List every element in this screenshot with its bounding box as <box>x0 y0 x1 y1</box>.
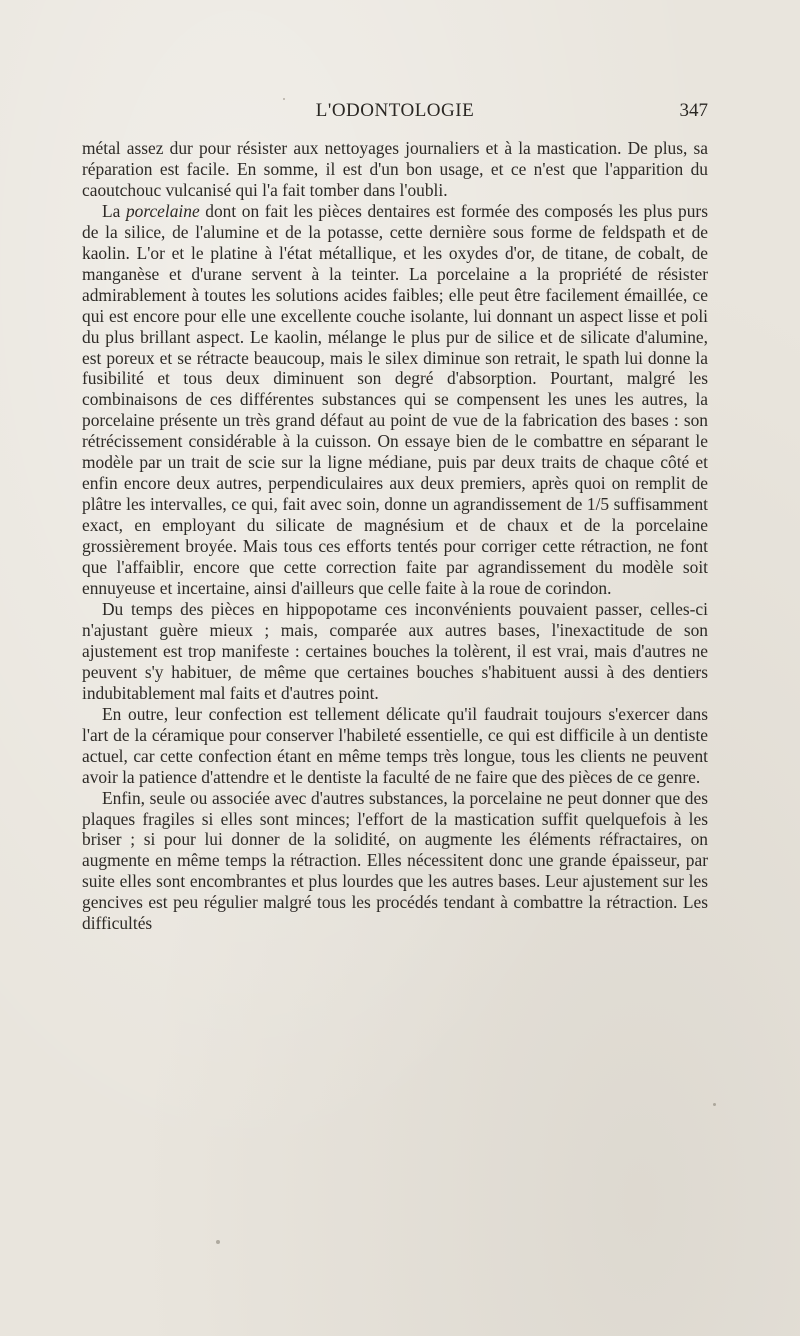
running-head <box>82 100 708 134</box>
page-number: 347 <box>679 100 708 121</box>
italic-term-porcelaine: porcelaine <box>125 200 200 221</box>
body-text <box>82 138 708 934</box>
paragraph-5 <box>82 788 708 935</box>
paragraph-5-text: Enfin, seule ou associée avec d'autres substances, la porcelaine ne peut donner que des plaques fragiles si elles sont minces; l'effort de la mastication suffit quelquefois à les briser ; si pour lui donner de la solidité, on augmente les éléments réfractaires, on augmente en même temps la rétraction. Elles nécessitent donc une grande épaisseur, par suite elles sont encombrantes et plus lourdes que les autres bases. Leur ajustement sur les gencives est peu régulier malgré tous les procédés tendant à combattre la rétraction. Les difficultés <box>82 787 708 934</box>
paragraph-3-text: Du temps des pièces en hippopotame ces inconvénients pouvaient passer, celles-ci n'ajustant guère mieux ; mais, comparée aux autres bases, l'inexactitude de son ajustement est trop manifeste : certaines bouches la tolèrent, il est vrai, mais d'autres ne peuvent s'y habituer, de même que certaines bouches s'habituent aussi à des dentiers indubitablement mal faits et d'autres point. <box>82 598 708 703</box>
paragraph-4-text: En outre, leur confection est tellement délicate qu'il faudrait toujours s'exercer dans l'art de la céramique pour conserver l'habileté essentielle, ce qui est difficile à un dentiste actuel, car cette confection étant en même temps très longue, tous les clients ne peuvent avoir la patience d'attendre et le dentiste la faculté de ne faire que des pièces de ce genre. <box>82 703 708 787</box>
paper-speck <box>283 98 285 100</box>
book-page <box>82 100 708 934</box>
paper-speck <box>216 1240 220 1244</box>
running-title: L'ODONTOLOGIE <box>315 100 475 121</box>
paragraph-2-text-rest: dont on fait les pièces dentaires est formée des composés les plus purs de la silice, de l'alumine et de la potasse, cette dernière sous forme de feldspath et de kaolin. L'or et le platine à l'état métallique, et les oxydes d'or, de titane, de cobalt, de manganèse et d'urane servent à la teinter. La porcelaine a la propriété de résister admirablement à toutes les solutions acides faibles; elle peut être facilement émaillée, ce qui est encore pour elle une excellente couche isolante, lui donnant un aspect lisse et poli du plus brillant aspect. Le kaolin, mélange le plus pur de silice et de silicate d'alumine, est poreux et se rétracte beaucoup, mais le silex diminue son retrait, le spath lui donne la fusibilité et tous deux diminuent son degré d'absorption. Pourtant, malgré les combinaisons de ces différentes substances qui se compensent les unes les autres, la porcelaine présente un très grand défaut au point de vue de la fabrication des bases : son rétrécissement considérable à la cuisson. On essaye bien de le combattre en séparant le modèle par un trait de scie sur la ligne médiane, puis par deux traits de chaque côté et enfin encore deux autres, perpendiculaires aux deux premiers, après quoi on remplit de plâtre les intervalles, ce qui, fait avec soin, donne un agrandissement de 1/5 suffisamment exact, en employant du silicate de magnésium et de chaux et de la porcelaine grossièrement broyée. Mais tous ces efforts tentés pour corriger cette rétraction, ne font que l'affaiblir, encore que cette correction faite par agrandissement du modèle soit ennuyeuse et incertaine, ainsi d'ailleurs que celle faite à la roue de corindon. <box>82 200 708 599</box>
paragraph-2-text-start: La <box>102 200 126 221</box>
paragraph-1 <box>82 138 708 201</box>
paper-speck <box>713 1103 716 1106</box>
paragraph-4 <box>82 704 708 788</box>
paragraph-3 <box>82 599 708 704</box>
paragraph-1-text: métal assez dur pour résister aux nettoyages journaliers et à la mastication. De plus, sa réparation est facile. En somme, il est d'un bon usage, et ce n'est que l'apparition du caoutchouc vulcanisé qui l'a fait tomber dans l'oubli. <box>82 138 708 200</box>
paragraph-2 <box>82 201 708 599</box>
